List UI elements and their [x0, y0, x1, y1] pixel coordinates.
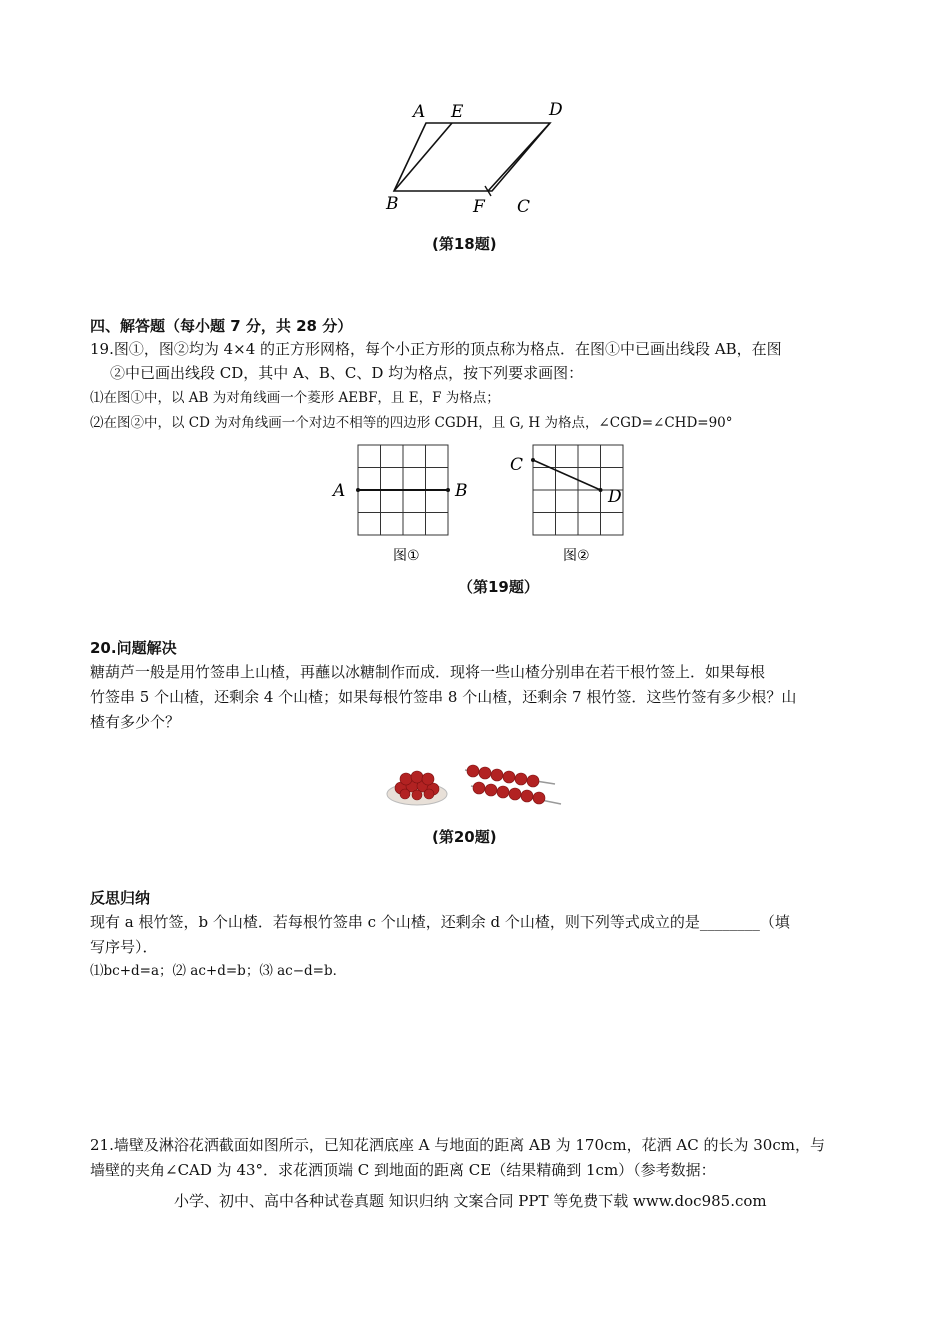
segment-df: [488, 123, 550, 191]
grid2-label-d: D: [608, 487, 622, 507]
grid-figure-2: [500, 440, 660, 570]
grid2-caption: 图②: [563, 548, 590, 564]
reflect-line-2: 写序号）．: [90, 938, 158, 956]
q20-line-1: 糖葫芦一般是用竹签串上山楂，再蘸以冰糖制作而成．现将一些山楂分别串在若干根竹签上．如果每根: [90, 663, 766, 681]
q19-line-3: ⑴在图①中，以 AB 为对角线画一个菱形 AEBF，且 E，F 为格点；: [90, 390, 500, 406]
point-b: [446, 488, 450, 492]
parallelogram-abcd: [394, 123, 550, 191]
label-d: D: [549, 100, 563, 120]
q19-caption: （第19题）: [458, 578, 539, 596]
label-b: B: [386, 194, 399, 214]
q21-line-2: 墙壁的夹角∠CAD 为 43°．求花洒顶端 C 到地面的距离 CE（结果精确到 1cm）（参考数据：: [90, 1161, 716, 1179]
grid1-caption: 图①: [393, 548, 420, 564]
hawthorn-pile: [395, 771, 439, 800]
reflect-line-3: ⑴bc+d=a；⑵ ac+d=b；⑶ ac−d=b．: [90, 963, 347, 979]
q20-line-2: 竹签串 5 个山楂，还剩余 4 个山楂；如果每根竹签串 8 个山楂，还剩余 7 根竹签．这些竹签有多少根？山: [90, 688, 797, 706]
q20-caption: (第20题): [432, 828, 497, 846]
label-f: F: [473, 197, 485, 217]
section-heading: 四、解答题（每小题 7 分，共 28 分）: [90, 317, 353, 335]
grid1-label-a: A: [333, 481, 346, 501]
q18-caption: (第18题): [432, 235, 497, 253]
footer-text: 小学、初中、高中各种试卷真题 知识归纳 文案合同 PPT 等免费下载 www.doc985.com: [174, 1192, 767, 1210]
label-c: C: [517, 197, 531, 217]
q21-line-1: 21.墙壁及淋浴花洒截面如图所示，已知花洒底座 A 与地面的距离 AB 为 170cm，花洒 AC 的长为 30cm，与: [90, 1136, 825, 1154]
grid1-label-b: B: [455, 481, 468, 501]
segment-cd: [533, 460, 601, 490]
point-a: [356, 488, 360, 492]
q20-title: 20.问题解决: [90, 639, 177, 657]
q19-line-2: ②中已画出线段 CD，其中 A、B、C、D 均为格点，按下列要求画图：: [110, 364, 584, 382]
reflect-line-1: 现有 a 根竹签，b 个山楂．若每根竹签串 c 个山楂，还剩余 d 个山楂，则下列等式成立的是________（填: [90, 913, 790, 931]
point-d: [599, 488, 603, 492]
grid-figure-1: [325, 440, 485, 570]
segment-be: [394, 123, 452, 191]
q19-line-4: ⑵在图②中，以 CD 为对角线画一个对边不相等的四边形 CGDH，且 G, H 为格点，∠CGD=∠CHD=90°: [90, 415, 733, 431]
q19-line-1: 19.图①，图②均为 4×4 的正方形网格，每个小正方形的顶点称为格点．在图①中已画出线段 AB，在图: [90, 340, 782, 358]
point-c: [531, 458, 535, 462]
hawthorn-image: [385, 752, 565, 814]
label-e: E: [451, 102, 464, 122]
grid2-label-c: C: [510, 455, 524, 475]
parallelogram-figure: [370, 95, 570, 220]
q20-line-3: 楂有多少个？: [90, 713, 181, 731]
label-a: A: [413, 102, 426, 122]
reflect-title: 反思归纳: [90, 889, 151, 907]
